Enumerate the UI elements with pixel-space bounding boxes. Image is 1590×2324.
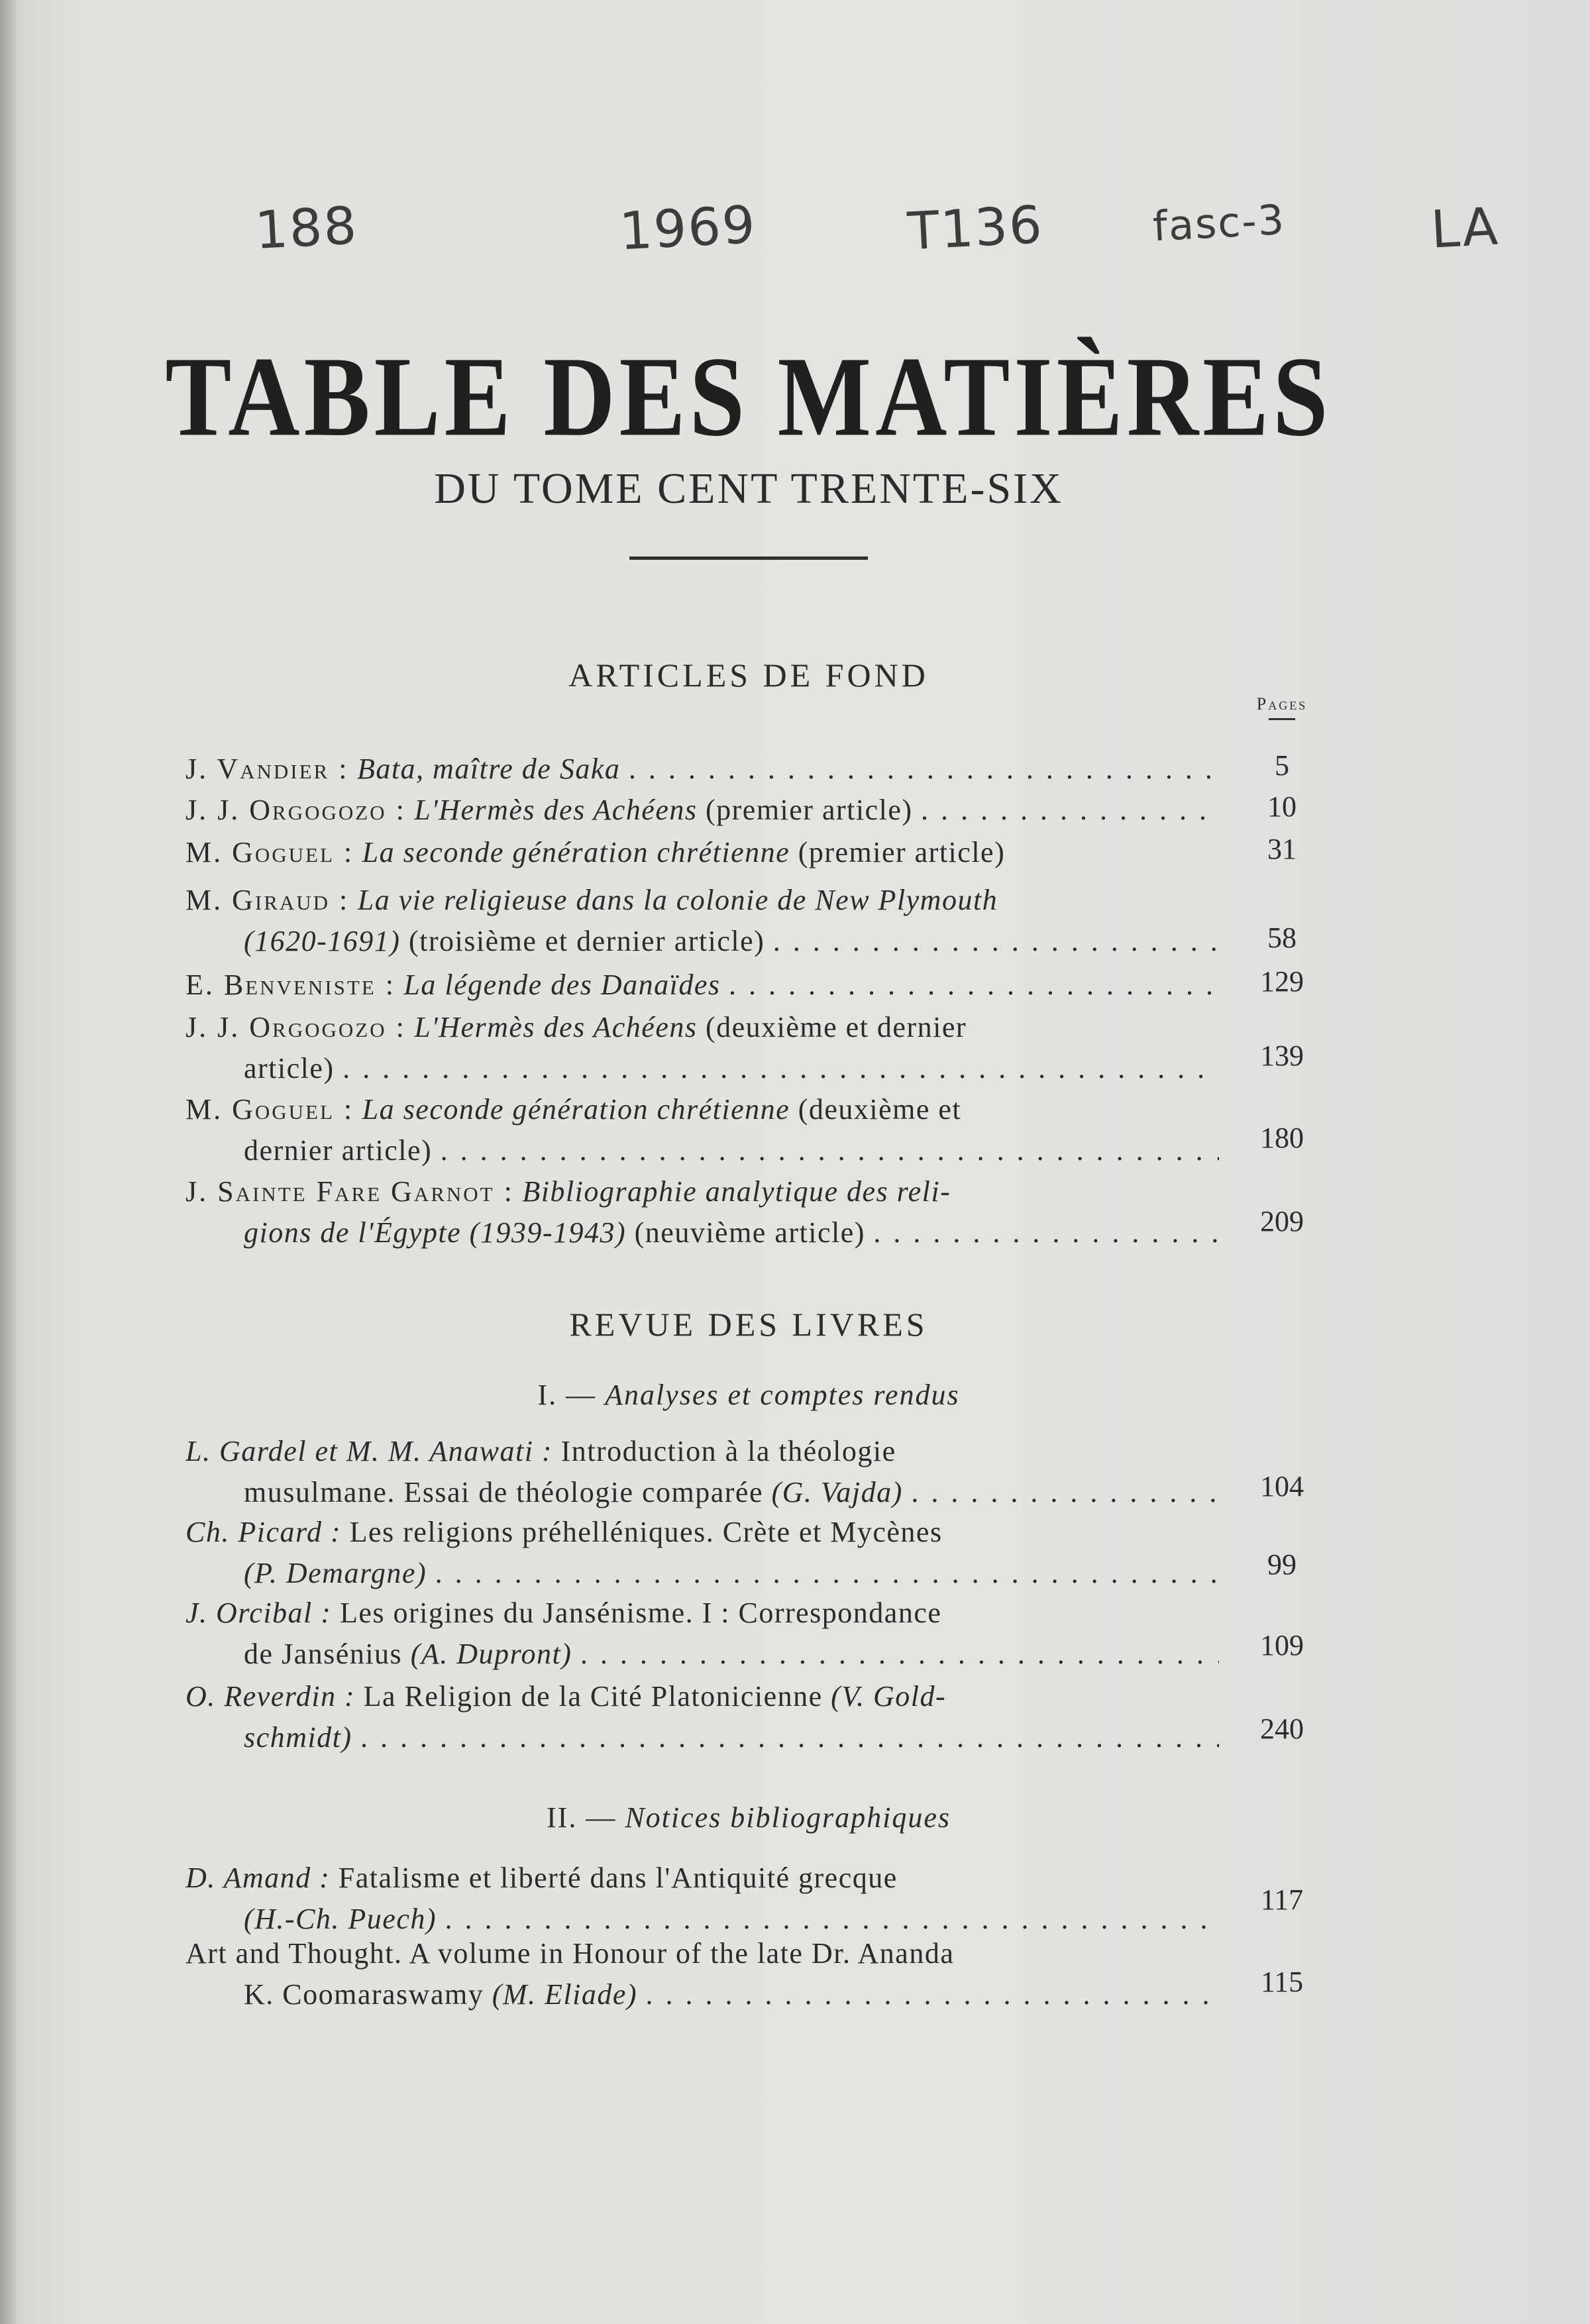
section-heading-articles: ARTICLES DE FOND [568,657,929,694]
entry-line [186,1171,1219,1212]
entry-reviewer: (H.-Ch. Puech) [244,1903,437,1935]
entry-author: J. Vandier : [186,753,349,785]
entry-reviewer: (V. Gold- [831,1680,947,1713]
handwritten-number: 188 [253,196,360,261]
entry-page-number: 129 [1260,965,1304,998]
entry-line [186,1974,1219,2015]
entry-title: L'Hermès des Achéens [414,794,698,826]
entry-author: D. Amand : [186,1862,331,1894]
notice-entry [186,1858,1219,1940]
toc-entry [186,790,1219,831]
toc-entry [186,880,1219,962]
entry-title: Fatalisme et liberté dans l'Antiquité grecque [338,1862,898,1894]
toc-entry [186,749,1219,790]
entry-page-number: 117 [1260,1883,1304,1916]
entry-reviewer: (A. Dupront) [410,1638,572,1670]
entry-title: de Jansénius [244,1638,403,1670]
entry-author: M. Goguel : [186,836,354,869]
entry-line [186,880,1219,921]
entry-line [186,1676,1219,1717]
entry-line [186,749,1219,790]
entry-page-number: 99 [1267,1548,1297,1581]
toc-entry [186,965,1219,1006]
handwritten-initials: LA [1429,197,1501,260]
entry-title: Les origines du Jansénisme. I : Correspondance [339,1597,942,1629]
entry-title: Introduction à la théologie [560,1435,896,1467]
entry-line [186,1048,1219,1089]
entry-author: J. Orcibal : [186,1597,332,1629]
section-heading-revue: REVUE DES LIVRES [569,1306,928,1343]
entry-title: La Religion de la Cité Platonicienne [363,1680,823,1713]
entry-line [186,1089,1219,1130]
subsection-numeral: II. — [547,1801,617,1834]
entry-note: (neuvième article) [634,1216,865,1249]
entry-note: (premier article) [798,836,1006,869]
entry-line [186,790,1219,831]
entry-title: La légende des Danaïdes [403,969,721,1001]
entry-line [186,1472,1219,1513]
pages-column-label: Pages [1246,694,1318,720]
entry-title: Bata, maître de Saka [356,753,621,785]
entry-line [186,832,1219,873]
entry-reviewer: (P. Demargne) [244,1557,427,1589]
review-entry [186,1431,1219,1513]
title-rule [629,556,868,560]
review-entry [186,1512,1219,1594]
entry-author: M. Goguel : [186,1093,354,1126]
entry-line [186,1431,1219,1472]
entry-page-number: 104 [1260,1470,1304,1503]
entry-title: La vie religieuse dans la colonie de New Plymouth [357,884,998,916]
entry-page-number: 31 [1267,833,1297,865]
entry-page-number: 180 [1260,1122,1304,1154]
entry-line [186,1212,1219,1253]
entry-title: Art and Thought. A volume in Honour of the late Dr. Ananda [186,1937,955,1970]
notice-entry [186,1933,1219,2015]
subsection-label: Analyses et comptes rendus [605,1379,960,1411]
handwritten-tome: T136 [906,195,1045,262]
entry-line [186,1933,1219,1974]
toc-entry [186,1007,1219,1089]
subsection-numeral: I. — [537,1379,597,1411]
entry-page-number: 115 [1260,1966,1304,1998]
entry-line [186,1858,1219,1899]
entry-title: musulmane. Essai de théologie comparée [244,1476,763,1508]
subsection-heading-analyses [0,1378,1497,1412]
entry-line [186,1553,1219,1594]
entry-page-number: 109 [1260,1629,1304,1662]
entry-author: Ch. Picard : [186,1516,342,1548]
entry-title: Bibliographie analytique des reli- [522,1175,951,1208]
subsection-label: Notices bibliographiques [625,1801,951,1834]
toc-entry [186,1089,1219,1171]
entry-title: K. Coomaraswamy [244,1978,484,2011]
entry-line [186,1634,1219,1675]
page-subtitle: DU TOME CENT TRENTE-SIX [434,464,1063,513]
entry-line [186,1593,1219,1634]
entry-author: J. Sainte Fare Garnot : [186,1175,514,1208]
entry-page-number: 240 [1260,1713,1304,1745]
entry-note: (troisième et dernier article) [408,925,765,957]
entry-page-number: 10 [1267,790,1297,823]
entry-line [186,1512,1219,1553]
entry-reviewer: schmidt) [244,1721,352,1754]
entry-note: article) [244,1052,335,1084]
entry-page-number: 58 [1267,922,1297,954]
entry-author: J. J. Orgogozo : [186,794,406,826]
entry-title: La seconde génération chrétienne [362,1093,790,1126]
handwritten-year: 1969 [617,195,758,262]
entry-author: E. Benveniste : [186,969,396,1001]
entry-line [186,1717,1219,1758]
review-entry [186,1676,1219,1758]
entry-page-number: 5 [1275,749,1289,782]
entry-line [186,965,1219,1006]
review-entry [186,1593,1219,1675]
entry-line [186,921,1219,962]
entry-reviewer: (M. Eliade) [492,1978,638,2011]
toc-entry [186,832,1219,873]
entry-line [186,1130,1219,1171]
entry-author: J. J. Orgogozo : [186,1011,406,1043]
entry-title: Les religions préhelléniques. Crète et Mycènes [349,1516,943,1548]
entry-reviewer: (G. Vajda) [771,1476,903,1508]
entry-author: O. Reverdin : [186,1680,356,1713]
entry-author: L. Gardel et M. M. Anawati : [186,1435,553,1467]
handwritten-fascicle: fasc-3 [1151,195,1287,251]
page-title: TABLE DES MATIÈRES [165,333,1332,460]
entry-title: (1620-1691) [244,925,401,957]
entry-page-number: 209 [1260,1205,1304,1238]
entry-note: dernier article) [244,1134,433,1167]
toc-entry [186,1171,1219,1253]
entry-title: La seconde génération chrétienne [362,836,790,869]
entry-title: gions de l'Égypte (1939-1943) [244,1216,627,1249]
entry-title: L'Hermès des Achéens [414,1011,698,1043]
entry-note: (premier article) [705,794,913,826]
entry-note: (deuxième et dernier [705,1011,967,1043]
entry-author: M. Giraud : [186,884,350,916]
entry-page-number: 139 [1260,1039,1304,1072]
entry-line [186,1007,1219,1048]
entry-note: (deuxième et [798,1093,962,1126]
subsection-heading-notices [0,1801,1497,1834]
